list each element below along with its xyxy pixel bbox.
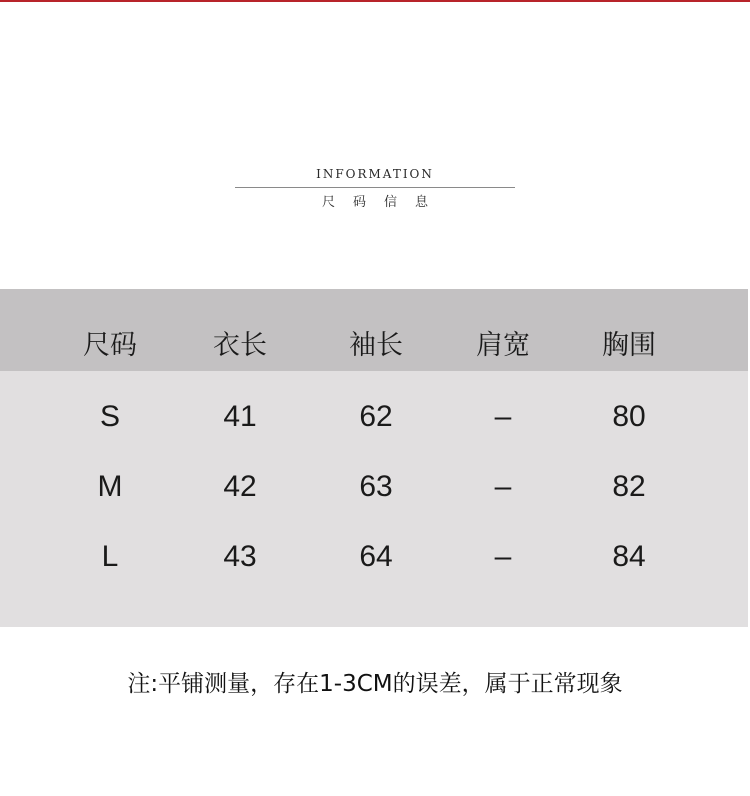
column-header-sleeve: 袖长 [349,330,403,361]
cell-chest: 84 [612,540,646,573]
cell-length: 43 [223,540,257,573]
table-body [0,371,748,627]
cell-chest: 82 [612,470,646,503]
cell-length: 42 [223,470,257,503]
cell-shoulder: – [494,400,512,433]
section-heading [0,166,750,212]
table-row [0,397,748,437]
cell-size: L [101,540,119,573]
measurement-note: 注:平铺测量，存在1-3CM的误差，属于正常现象 [127,671,623,697]
cell-sleeve: 63 [359,470,393,503]
column-header-chest: 胸围 [602,330,656,361]
column-header-size: 尺码 [83,330,137,361]
cell-size: S [99,400,120,433]
cell-length: 41 [223,400,257,433]
table-row [0,537,748,577]
cell-shoulder: – [494,470,512,503]
cell-chest: 80 [612,400,646,433]
cell-size: M [97,470,123,503]
column-header-length: 衣长 [213,330,267,361]
cell-shoulder: – [494,540,512,573]
cell-sleeve: 62 [359,400,393,433]
top-border-line [0,0,750,2]
size-table [0,289,748,627]
column-header-shoulder: 肩宽 [476,330,530,361]
heading-divider [235,187,515,188]
heading-chinese: 尺码信息 [321,195,446,210]
heading-english: INFORMATION [316,167,434,181]
table-header-row [0,289,748,371]
table-row [0,467,748,507]
cell-sleeve: 64 [359,540,393,573]
